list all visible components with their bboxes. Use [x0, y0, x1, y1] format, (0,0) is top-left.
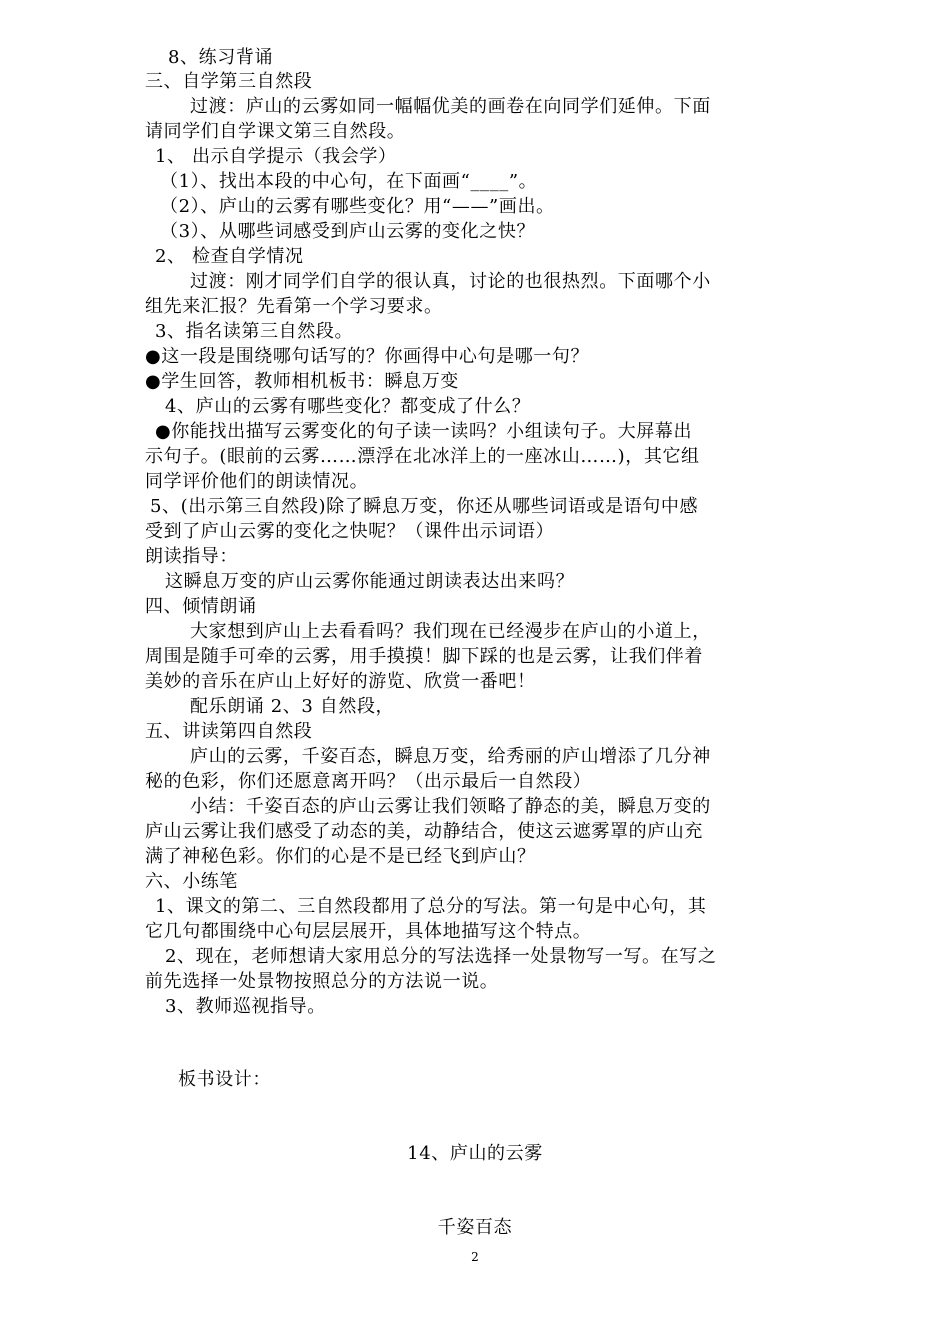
board-title: 14、庐山的云雾: [407, 1143, 543, 1164]
bullet-line: ●学生回答，教师相机板书：瞬息万变: [145, 371, 459, 392]
text-line: 满了神秘色彩。你们的心是不是已经飞到庐山？: [145, 846, 536, 867]
text-line: （3）、从哪些词感受到庐山云雾的变化之快？: [160, 221, 536, 242]
text-line: 它几句都围绕中心句层层展开，具体地描写这个特点。: [145, 921, 592, 942]
text-line: 大家想到庐山上去看看吗？我们现在已经漫步在庐山的小道上，: [190, 621, 711, 642]
board-item: 千姿百态: [437, 1217, 513, 1238]
text-line: 组先来汇报？先看第一个学习要求。: [145, 296, 443, 317]
text-line: 美妙的音乐在庐山上好好的游览、欣赏一番吧！: [145, 671, 536, 692]
text-line: 过渡：刚才同学们自学的很认真，讨论的也很热烈。下面哪个小: [190, 271, 711, 292]
text-line: 过渡：庐山的云雾如同一幅幅优美的画卷在向同学们延伸。下面: [190, 96, 711, 117]
text-line: 5、(出示第三自然段)除了瞬息万变，你还从哪些词语或是语句中感: [150, 496, 699, 517]
text-line: 秘的色彩，你们还愿意离开吗？（出示最后一自然段）: [145, 771, 592, 792]
text-line: 3、教师巡视指导。: [165, 996, 326, 1017]
text-line: 同学评价他们的朗读情况。: [145, 471, 369, 492]
text-line: 庐山的云雾，千姿百态，瞬息万变，给秀丽的庐山增添了几分神: [190, 746, 711, 767]
text-line: （1）、找出本段的中心句，在下面画“____”。: [160, 171, 538, 192]
text-line: 前先选择一处景物按照总分的方法说一说。: [145, 971, 499, 992]
text-line: 这瞬息万变的庐山云雾你能通过朗读表达出来吗？: [165, 571, 575, 592]
bullet-line: ●这一段是围绕哪句话写的？你画得中心句是哪一句？: [145, 346, 590, 367]
section-heading: 六、小练笔: [145, 871, 238, 892]
text-line: 1、课文的第二、三自然段都用了总分的写法。第一句是中心句，其: [155, 896, 707, 917]
section-heading: 四、倾情朗诵: [145, 596, 257, 617]
text-line: 请同学们自学课文第三自然段。: [145, 121, 406, 142]
text-line: 小结：千姿百态的庐山云雾让我们领略了静态的美，瞬息万变的: [190, 796, 711, 817]
text-line: 示句子。(眼前的云雾……漂浮在北冰洋上的一座冰山……)，其它组: [145, 446, 700, 467]
board-design-heading: 板书设计：: [178, 1069, 271, 1090]
text-line: 配乐朗诵 2、3 自然段，: [190, 696, 395, 717]
section-heading: 五、讲读第四自然段: [145, 721, 313, 742]
section-heading: 三、自学第三自然段: [145, 71, 313, 92]
text-line: 朗读指导：: [145, 546, 238, 567]
bullet-line: ●你能找出描写云雾变化的句子读一读吗？小组读句子。大屏幕出: [155, 421, 693, 442]
text-line: 2、现在，老师想请大家用总分的写法选择一处景物写一写。在写之: [165, 946, 717, 967]
text-line: 2、 检查自学情况: [155, 246, 304, 267]
text-line: 4、庐山的云雾有哪些变化？都变成了什么？: [165, 396, 531, 417]
text-line: 庐山云雾让我们感受了动态的美，动静结合，使这云遮雾罩的庐山充: [145, 821, 703, 842]
text-line: （2）、庐山的云雾有哪些变化？用“——”画出。: [160, 196, 555, 217]
text-line: 受到了庐山云雾的变化之快呢？（课件出示词语）: [145, 521, 555, 542]
text-line: 周围是随手可牵的云雾，用手摸摸！脚下踩的也是云雾，让我们伴着: [145, 646, 703, 667]
text-line: 3、指名读第三自然段。: [155, 321, 354, 342]
page-number: 2: [471, 1250, 479, 1264]
text-line: 1、 出示自学提示（我会学）: [155, 146, 397, 167]
text-line: 8、练习背诵: [168, 47, 274, 68]
